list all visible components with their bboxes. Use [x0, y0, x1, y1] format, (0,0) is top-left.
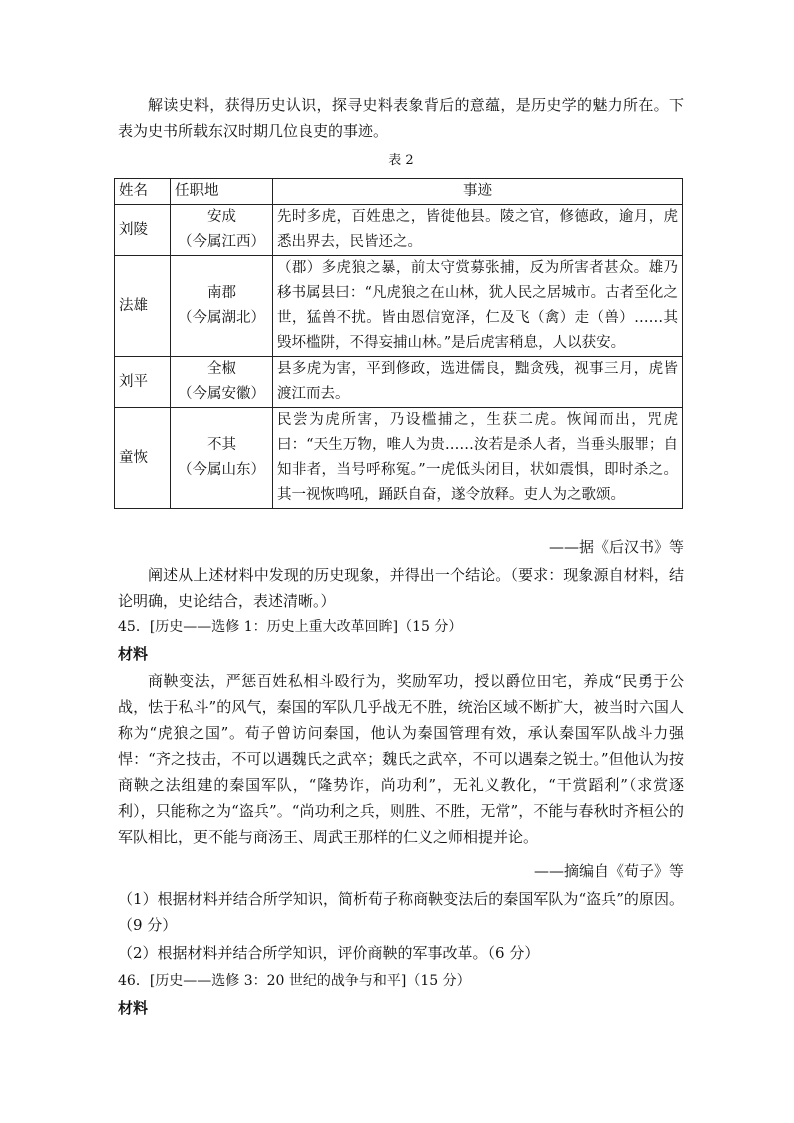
q45-subquestion-1: （1）根据材料并结合所学知识，简析荀子称商鞅变法后的秦国军队为“盗兵”的原因。（9 分）: [118, 890, 684, 934]
header-name: 姓名: [115, 179, 171, 205]
cell-place: [171, 256, 273, 357]
place-note: （今属江西）: [178, 234, 265, 250]
place-name: 全椒: [207, 361, 236, 377]
place-name: 安成: [207, 209, 236, 225]
cell-deed: 县多虎为害，平到修政，选进儒良，黜贪残，视事三月，虎皆渡江而去。: [273, 357, 683, 408]
q45-heading: 45．[历史——选修 1：历史上重大改革回眸]（15 分）: [118, 619, 463, 635]
cell-deed: 民尝为虎所害，乃设槛捕之，生获二虎。恢闻而出，咒虎曰：“天生万物，唯人为贵……汝若是杀人者，当垂头服罪；自知非者，当号呼称冤。”一虎低头闭目，状如震惧，即时杀之。其一视恢鸣吼，踊跃自奋，遂令放释。吏人为之歌颂。: [273, 408, 683, 509]
table-row: [115, 357, 683, 408]
table-source: ——据《后汉书》等: [548, 538, 684, 556]
table-row: [115, 205, 683, 256]
q45-material: 商鞅变法，严惩百姓私相斗殴行为，奖励军功，授以爵位田宅，养成“民勇于公战，怯于私斗”的风气，秦国的军队几乎战无不胜，统治区域不断扩大，被当时六国人称为“虎狼之国”。荀子曾访问秦国，他认为秦国管理有效，承认秦国军队战斗力强悍：“齐之技击，不可以遇魏氏之武卒；魏氏之武卒，不可以遇秦之锐士。”但他认为按商鞅之法组建的秦国军队，“隆势诈，尚功利”，无礼义教化，“干赏蹈利”（求赏逐利），只能称之为“盗兵”。“尚功利之兵，则胜、不胜，无常”，不能与春秋时齐桓公的军队相比，更不能与商汤王、周武王那样的仁义之师相提并论。: [118, 672, 684, 846]
table-header-row: [115, 179, 683, 205]
table-caption: 表 2: [388, 153, 414, 168]
cell-place: [171, 205, 273, 256]
place-note: （今属安徽）: [178, 386, 265, 402]
cell-place: [171, 408, 273, 509]
cell-name: 法雄: [115, 256, 171, 357]
cell-deed: （郡）多虎狼之暴，前太守赏募张捕，反为所害者甚众。雄乃移书属县曰：“凡虎狼之在山林，犹人民之居城市。古者至化之世，猛兽不扰。皆由恩信宽泽，仁及飞（禽）走（兽）……其毁坏槛阱，不得妄捕山林。”是后虎害稍息，人以获安。: [273, 256, 683, 357]
place-name: 不其: [207, 437, 236, 453]
q46-heading: 46．[历史——选修 3：20 世纪的战争与和平]（15 分）: [118, 973, 471, 989]
cell-name: 刘陵: [115, 205, 171, 256]
cell-place: [171, 357, 273, 408]
intro-paragraph: 解读史料，获得历史认识，探寻史料表象背后的意蕴，是历史学的魅力所在。下表为史书所载东汉时期几位良吏的事迹。: [118, 96, 684, 140]
q46-material-label: 材料: [118, 999, 149, 1017]
header-deed: 事迹: [273, 179, 683, 205]
events-table: [114, 178, 683, 509]
q45-source: ——摘编自《荀子》等: [533, 862, 684, 880]
q45-material-label: 材料: [118, 645, 149, 663]
place-note: （今属湖北）: [178, 310, 265, 326]
header-place: 任职地: [171, 179, 273, 205]
q45-subquestion-2: （2）根据材料并结合所学知识，评价商鞅的军事改革。（6 分）: [118, 944, 540, 962]
cell-name: 童恢: [115, 408, 171, 509]
cell-name: 刘平: [115, 357, 171, 408]
cell-deed: 先时多虎，百姓患之，皆徙他县。陵之官，修德政，逾月，虎悉出界去，民皆还之。: [273, 205, 683, 256]
place-note: （今属山东）: [178, 462, 265, 478]
place-name: 南郡: [207, 285, 236, 301]
table-row: [115, 256, 683, 357]
table-row: [115, 408, 683, 509]
task-paragraph: 阐述从上述材料中发现的历史现象，并得出一个结论。（要求：现象源自材料，结论明确，史论结合，表述清晰。）: [118, 566, 684, 610]
